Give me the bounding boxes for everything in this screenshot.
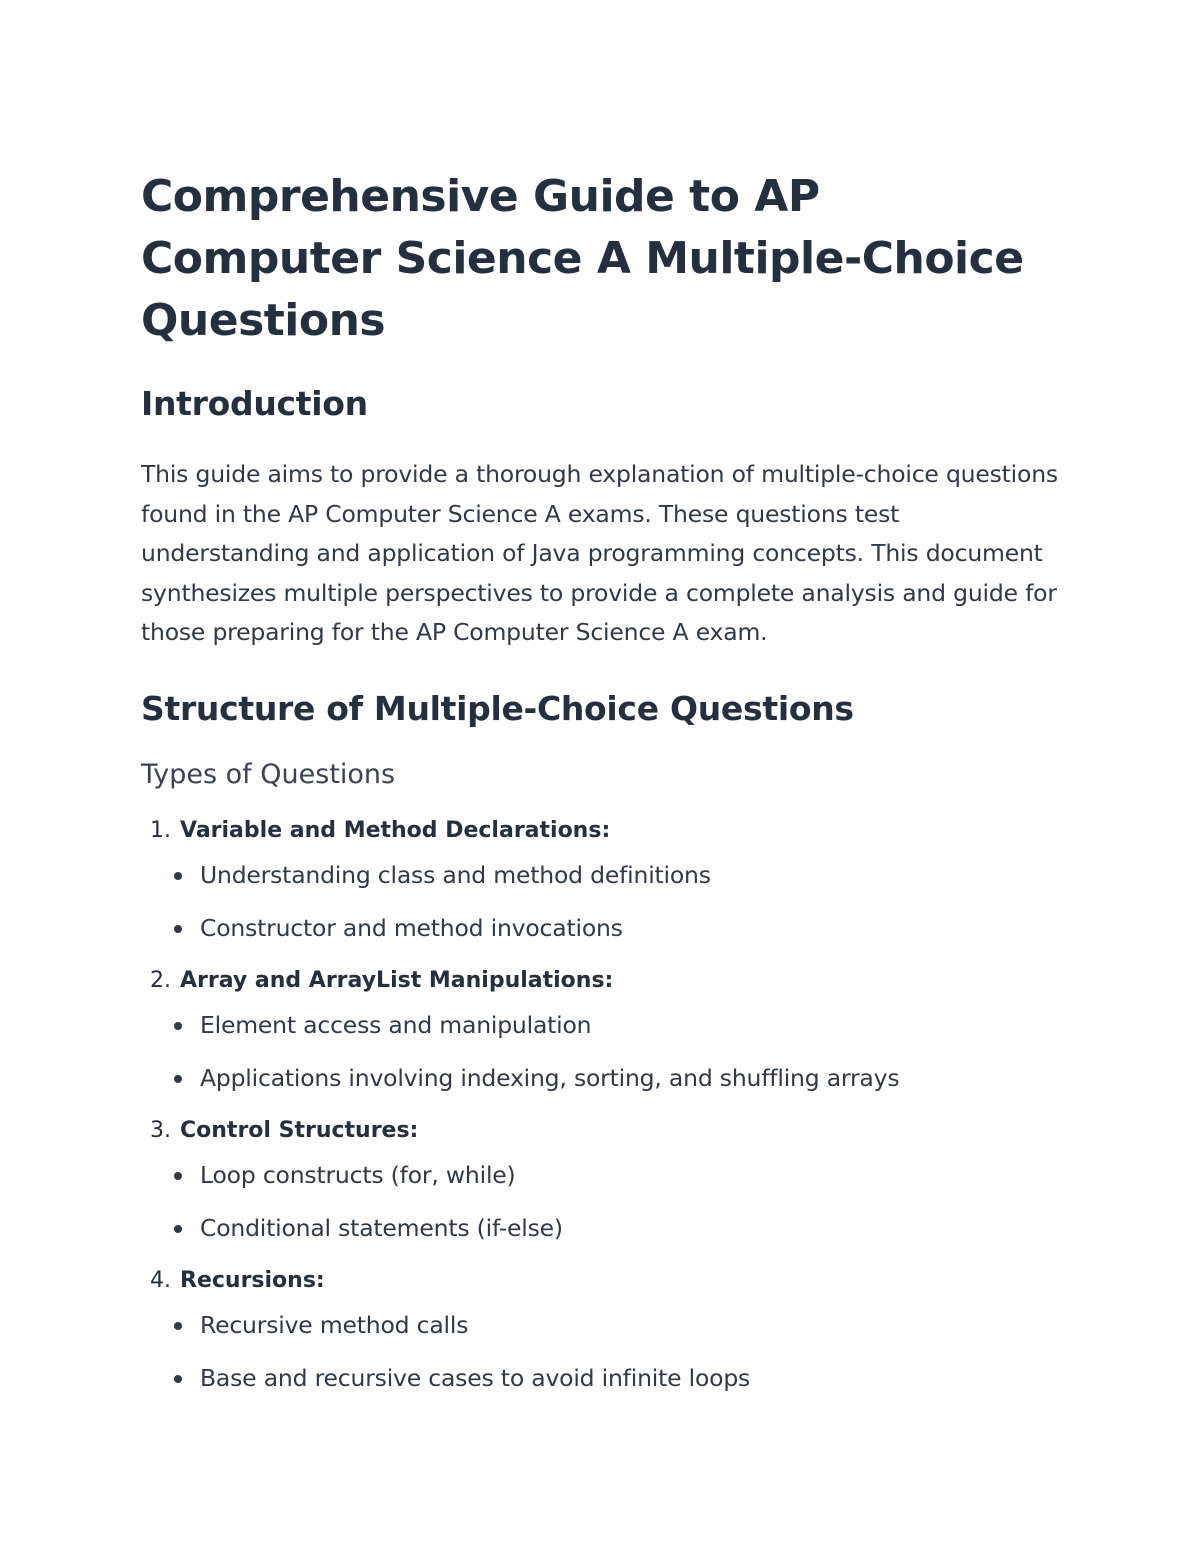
question-type-label: Control Structures: <box>180 1117 419 1143</box>
introduction-heading: Introduction <box>141 384 368 423</box>
question-type-item <box>141 1263 1071 1396</box>
list-item <box>141 1007 1071 1043</box>
bullet-icon <box>174 1075 182 1083</box>
bullet-text: Base and recursive cases to avoid infinite loops <box>200 1363 751 1392</box>
bullet-text: Recursive method calls <box>200 1310 469 1339</box>
introduction-paragraph: This guide aims to provide a thorough explanation of multiple-choice questions found in the AP Computer Science A exams. These questions test understanding and application of Java programming concepts. This document synthesizes multiple perspectives to provide a complete analysis and guide for those preparing for the AP Computer Science A exam. <box>141 460 1058 646</box>
question-types-list <box>141 813 1071 1396</box>
list-item <box>141 857 1071 893</box>
list-number: 3. <box>150 1117 171 1143</box>
structure-heading: Structure of Multiple-Choice Questions <box>141 688 854 728</box>
bullet-icon <box>174 1022 182 1030</box>
bullet-icon <box>174 872 182 880</box>
bullet-list <box>141 857 1071 946</box>
list-item <box>141 1157 1071 1193</box>
bullet-icon <box>174 1375 182 1383</box>
bullet-text: Conditional statements (if-else) <box>200 1213 563 1242</box>
list-item <box>141 1360 1071 1396</box>
question-type-heading <box>141 963 1071 999</box>
bullet-list <box>141 1007 1071 1096</box>
question-type-item <box>141 813 1071 946</box>
question-type-label: Array and ArrayList Manipulations: <box>180 967 614 993</box>
list-number: 1. <box>150 817 171 843</box>
list-item <box>141 1210 1071 1246</box>
bullet-list <box>141 1157 1071 1246</box>
bullet-icon <box>174 925 182 933</box>
document-title: Comprehensive Guide to AP Computer Science A Multiple-Choice Questions <box>141 171 1024 346</box>
question-type-heading <box>141 813 1071 849</box>
question-type-heading <box>141 1113 1071 1149</box>
bullet-icon <box>174 1322 182 1330</box>
bullet-icon <box>174 1225 182 1233</box>
bullet-text: Applications involving indexing, sorting, and shuffling arrays <box>200 1063 900 1092</box>
question-type-item <box>141 963 1071 1096</box>
bullet-icon <box>174 1172 182 1180</box>
document-page <box>141 166 1071 1413</box>
bullet-list <box>141 1307 1071 1396</box>
list-number: 4. <box>150 1267 171 1293</box>
types-of-questions-heading: Types of Questions <box>141 758 396 790</box>
question-type-label: Variable and Method Declarations: <box>180 817 611 843</box>
bullet-text: Loop constructs (for, while) <box>200 1160 516 1189</box>
question-type-item <box>141 1113 1071 1246</box>
list-item <box>141 1060 1071 1096</box>
bullet-text: Understanding class and method definitions <box>200 860 711 889</box>
bullet-text: Constructor and method invocations <box>200 913 623 942</box>
list-item <box>141 910 1071 946</box>
question-type-heading <box>141 1263 1071 1299</box>
list-item <box>141 1307 1071 1343</box>
list-number: 2. <box>150 967 171 993</box>
bullet-text: Element access and manipulation <box>200 1010 592 1039</box>
question-type-label: Recursions: <box>180 1267 325 1293</box>
